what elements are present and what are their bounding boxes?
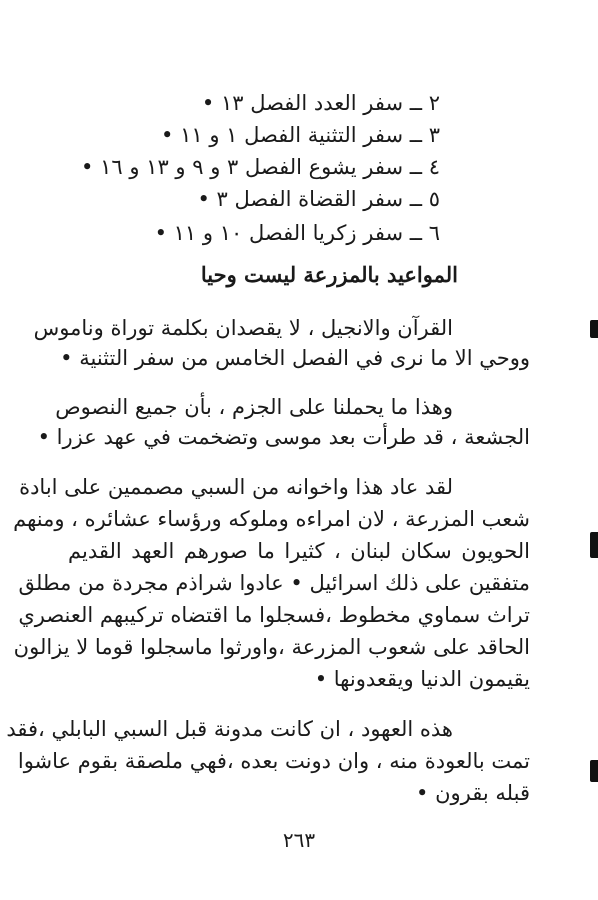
paragraph-line: ووحي الا ما نرى في الفصل الخامس من سفر التثنية • bbox=[60, 346, 530, 370]
paragraph-line: قبله بقرون • bbox=[416, 781, 530, 805]
page-number: ٢٦٣ bbox=[282, 828, 316, 852]
list-item: ٦ ــ سفر زكريا الفصل ١٠ و ١١ • bbox=[154, 221, 440, 245]
paragraph-line: الحويون سكان لبنان ، كثيرا ما صورهم العهد القديم bbox=[68, 539, 530, 563]
paragraph-line: تمت بالعودة منه ، وان دونت بعده ،فهي ملصقة بقوم عاشوا bbox=[17, 749, 530, 773]
paragraph-line: يقيمون الدنيا ويقعدونها • bbox=[314, 667, 530, 691]
paragraph-line: القرآن والانجيل ، لا يقصدان بكلمة توراة وناموس bbox=[33, 316, 453, 340]
list-item: ٢ ــ سفر العدد الفصل ١٣ • bbox=[201, 91, 440, 115]
list-item: ٥ ــ سفر القضاة الفصل ٣ • bbox=[197, 187, 440, 211]
paragraph-line: الجشعة ، قد طرأت بعد موسى وتضخمت في عهد عزرا • bbox=[37, 425, 530, 449]
margin-mark bbox=[590, 760, 598, 782]
paragraph-line: الحاقد على شعوب المزرعة ،واورثوا ماسجلوا قوما لا يزالون bbox=[13, 635, 530, 659]
margin-mark bbox=[590, 320, 598, 338]
paragraph-line: وهذا ما يحملنا على الجزم ، بأن جميع النصوص bbox=[55, 395, 453, 419]
margin-mark bbox=[590, 532, 598, 558]
paragraph-line: تراث سماوي مخطوط ،فسجلوا ما اقتضاه تركيبهم العنصري bbox=[18, 603, 530, 627]
section-heading: المواعيد بالمزرعة ليست وحيا bbox=[200, 262, 458, 287]
list-item: ٣ ــ سفر التثنية الفصل ١ و ١١ • bbox=[161, 123, 440, 147]
paragraph-line: شعب المزرعة ، لان امراءه وملوكه ورؤساء عشائره ، ومنهم bbox=[13, 507, 530, 531]
paragraph-line: هذه العهود ، ان كانت مدونة قبل السبي البابلي ،فقد bbox=[6, 717, 453, 741]
list-item: ٤ ــ سفر يشوع الفصل ٣ و ٩ و ١٣ و ١٦ • bbox=[81, 155, 440, 179]
paragraph-line: متفقين على ذلك اسرائيل • عادوا شراذم مجردة من مطلق bbox=[18, 571, 530, 595]
paragraph-line: لقد عاد هذا واخوانه من السبي مصممين على ابادة bbox=[19, 475, 453, 499]
